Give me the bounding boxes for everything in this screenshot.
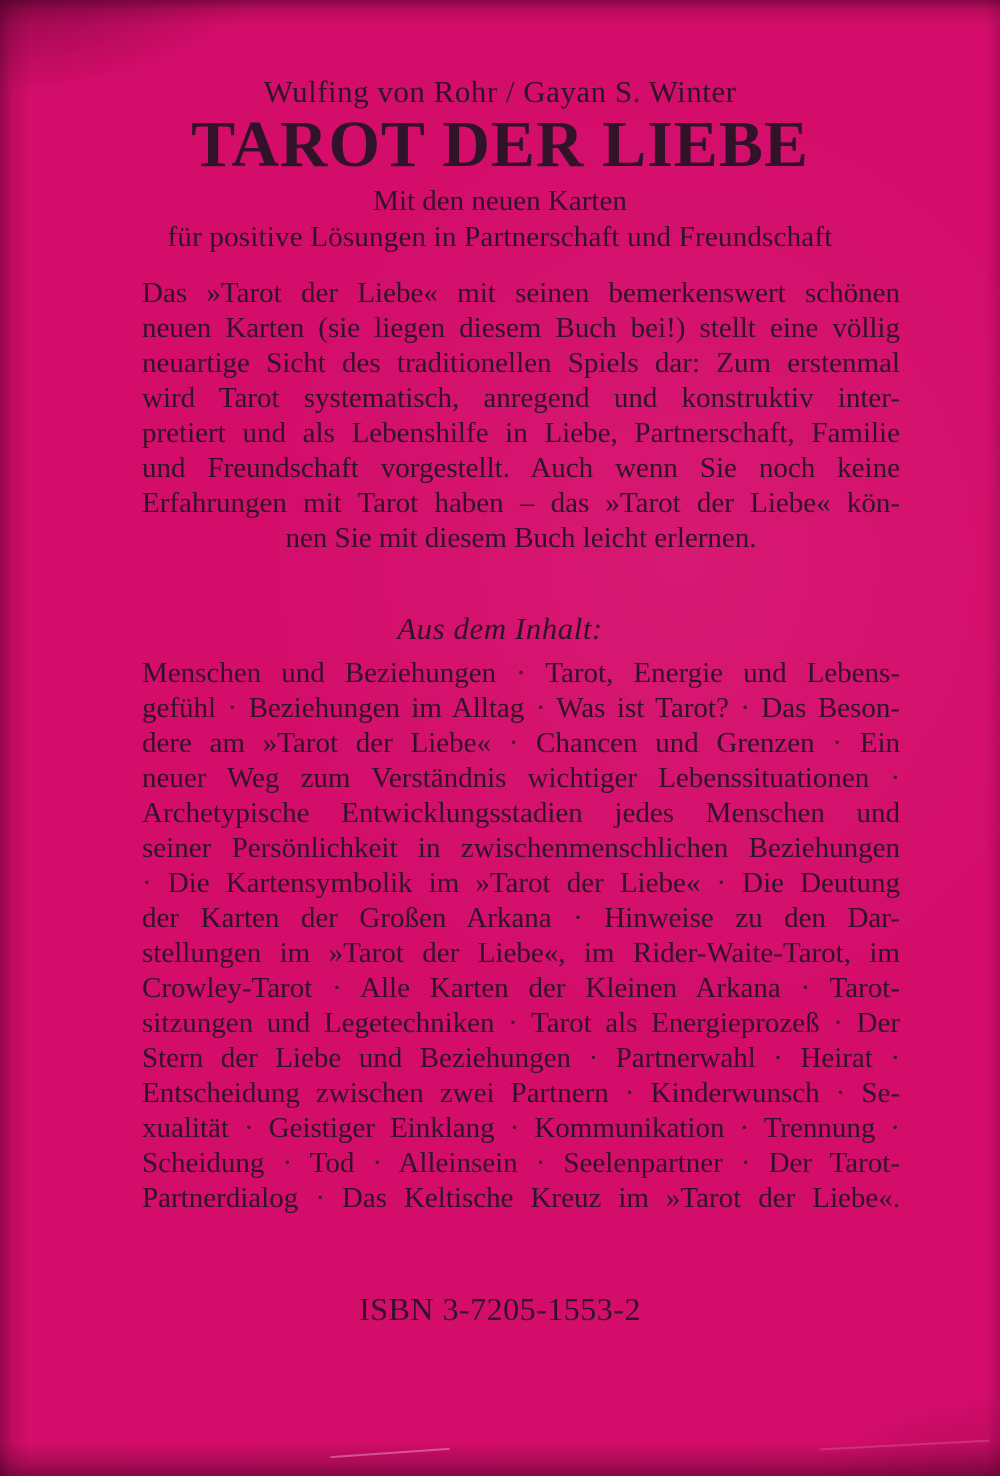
text-line: und Freundschaft vorgestellt. Auch wenn Sie noch keine [142, 452, 900, 484]
text-line: Scheidung · Tod · Alleinsein · Seelenpartner · Der Tarot- [142, 1147, 900, 1179]
scratch-mark [330, 1448, 450, 1458]
text-line: neuartige Sicht des traditionellen Spiels dar: Zum erstenmal [142, 347, 900, 379]
text-line: neuer Weg zum Verständnis wichtiger Lebenssituationen · [142, 762, 900, 794]
description-paragraph [142, 276, 900, 556]
text-line: Partnerdialog · Das Keltische Kreuz im »Tarot der Liebe«. [142, 1182, 900, 1214]
text-line: dere am »Tarot der Liebe« · Chancen und Grenzen · Ein [142, 727, 900, 759]
text-line: Crowley-Tarot · Alle Karten der Kleinen Arkana · Tarot- [142, 972, 900, 1004]
text-line: stellungen im »Tarot der Liebe«, im Rider-Waite-Tarot, im [142, 937, 900, 969]
isbn-line: ISBN 3-7205-1553-2 [359, 1291, 641, 1327]
text-line: Entscheidung zwischen zwei Partnern · Kinderwunsch · Se- [142, 1077, 900, 1109]
scratch-mark [820, 1440, 990, 1451]
contents-paragraph [142, 656, 900, 1216]
text-line: seiner Persönlichkeit in zwischenmenschlichen Beziehungen [142, 832, 900, 864]
book-title: TAROT DER LIEBE [191, 108, 809, 181]
text-line: Menschen und Beziehungen · Tarot, Energie und Lebens- [142, 657, 900, 689]
text-line: Archetypische Entwicklungsstadien jedes Menschen und [142, 797, 900, 829]
text-line: Erfahrungen mit Tarot haben – das »Tarot der Liebe« kön- [142, 487, 900, 519]
text-line: xualität · Geistiger Einklang · Kommunikation · Trennung · [142, 1112, 900, 1144]
text-line: wird Tarot systematisch, anregend und konstruktiv inter- [142, 382, 900, 414]
subtitle-line-2: für positive Lösungen in Partnerschaft und Freundschaft [167, 221, 833, 253]
text-line: neuen Karten (sie liegen diesem Buch bei!) stellt eine völlig [142, 312, 900, 344]
text-line: · Die Kartensymbolik im »Tarot der Liebe« · Die Deutung [142, 867, 900, 899]
text-line: Stern der Liebe und Beziehungen · Partnerwahl · Heirat · [142, 1042, 900, 1074]
contents-heading: Aus dem Inhalt: [397, 611, 603, 646]
authors-line: Wulfing von Rohr / Gayan S. Winter [263, 74, 737, 109]
subtitle-line-1: Mit den neuen Karten [373, 185, 627, 217]
text-line: gefühl · Beziehungen im Alltag · Was ist Tarot? · Das Beson- [142, 692, 900, 724]
text-line: Das »Tarot der Liebe« mit seinen bemerkenswert schönen [142, 277, 900, 309]
text-line: der Karten der Großen Arkana · Hinweise zu den Dar- [142, 902, 900, 934]
text-line: pretiert und als Lebenshilfe in Liebe, Partnerschaft, Familie [142, 417, 900, 449]
text-line: nen Sie mit diesem Buch leicht erlernen. [285, 522, 757, 554]
text-line: sitzungen und Legetechniken · Tarot als Energieprozeß · Der [142, 1007, 900, 1039]
